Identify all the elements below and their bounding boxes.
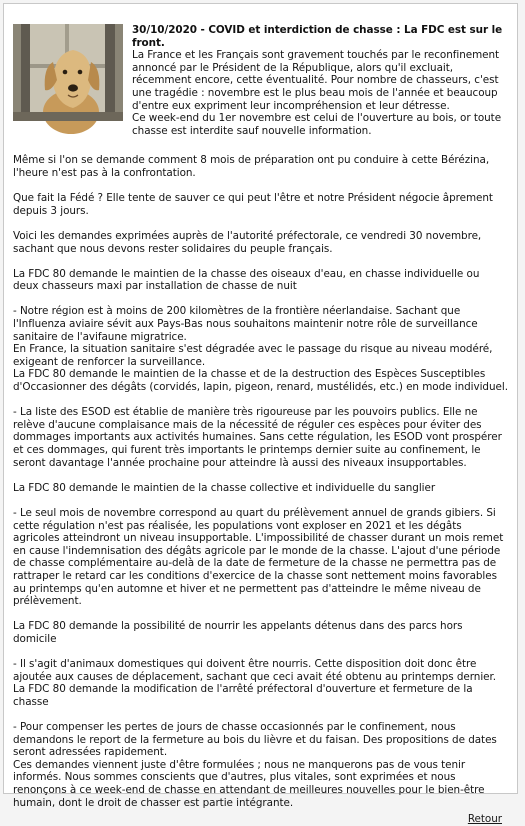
paragraph-line: - Notre région est à moins de 200 kilomètres de la frontière néerlandaise. Sachant que l'Influenza aviaire sévit aux Pays-Bas nous souhaitons maintenir notre rôle de surveillance sanitaire de l'avifaune migratrice. bbox=[13, 305, 478, 343]
dog-photo bbox=[13, 24, 123, 121]
paragraph-line: - Il s'agit d'animaux domestiques qui doivent être nourris. Cette disposition doit donc être ajoutée aux causes de déplacement, sachant que ceci avait été obtenu au printemps dernier. bbox=[13, 658, 497, 683]
paragraph-line: La FDC 80 demande le maintien de la chasse des oiseaux d'eau, en chasse individuelle ou deux chasseurs maxi par installation de chasse de nuit bbox=[13, 267, 480, 293]
paragraph-line: La FDC 80 demande le maintien de la chasse et de la destruction des Espèces Susceptibles d'Occasionner des dégâts (corvidés, lapin, pigeon, renard, mustélidés, etc.) en mode individuel. bbox=[13, 368, 508, 394]
paragraph-line: Ces demandes viennent juste d'être formulées ; nous ne manquerons pas de vous tenir informés. Nous sommes conscients que d'autres, plus vitales, sont exprimées et nous renonçons à ce week-end de chasse en attendant de meilleures nouvelles pour le bien-être humain, dont le droit de chasser est partie intégrante. bbox=[13, 758, 485, 809]
intro-text bbox=[132, 24, 508, 137]
paragraph-line: - La liste des ESOD est établie de manière très rigoureuse par les pouvoirs publics. Elle ne relève d'aucune complaisance mais de la nécessité de réguler ces espèces pour éviter des dommages importants aux activités humaines. Sans cette régulation, les ESOD vont prospérer et ces dommages, qui furent très importants le printemps dernier suite au confinement, le seront davantage l'année prochaine pour atteindre là aussi des niveaux insupportables. bbox=[13, 406, 502, 469]
article-headline: 30/10/2020 - COVID et interdiction de chasse : La FDC est sur le front. bbox=[132, 24, 503, 49]
body-paragraph bbox=[13, 305, 508, 393]
body-paragraph bbox=[13, 268, 508, 293]
paragraph-line: La FDC 80 demande le maintien de la chasse collective et individuelle du sanglier bbox=[13, 481, 436, 494]
article-intro bbox=[13, 24, 508, 137]
article-panel bbox=[3, 3, 518, 826]
paragraph-line: En France, la situation sanitaire s'est dégradée avec le passage du risque au niveau modéré, exigeant de renforcer la surveillance. bbox=[13, 343, 493, 368]
paragraph-line: La FDC 80 demande la modification de l'arrêté préfectoral d'ouverture et fermeture de la chasse bbox=[13, 683, 473, 708]
dog-at-window-illustration bbox=[13, 24, 123, 121]
body-paragraph bbox=[13, 620, 508, 645]
body-paragraph bbox=[13, 507, 508, 608]
body-paragraph bbox=[13, 721, 508, 809]
body-paragraph bbox=[13, 230, 508, 255]
retour-link[interactable]: Retour bbox=[467, 813, 502, 826]
paragraph-line: Voici les demandes exprimées auprès de l'autorité préfectorale, ce vendredi 30 novembre, sachant que nous devons rester solidaires du peuple français. bbox=[13, 229, 482, 255]
body-paragraph bbox=[13, 482, 508, 495]
article-content bbox=[13, 24, 508, 826]
intro-paragraph: La France et les Français sont gravement touchés par le reconfinement annoncé par le Président de la République, alors qu'il excluait, récemment encore, cette éventualité. Pour nombre de chasseurs, c'est une tragédie : novembre est le plus beau mois de l'année et beaucoup d'entre eux expriment leur incompréhension et leur détresse. bbox=[132, 49, 500, 112]
body-paragraph bbox=[13, 154, 508, 179]
paragraph-line: Même si l'on se demande comment 8 mois de préparation ont pu conduire à cette Bérézina, l'heure n'est pas à la confrontation. bbox=[13, 154, 490, 179]
paragraph-line: - Le seul mois de novembre correspond au quart du prélèvement annuel de grands gibiers. Si cette régulation n'est pas réalisée, les populations vont exploser en 2021 et les dégâts agricoles atteindront un niveau insupportable. L'impossibilité de chasser durant un mois remet en cause l'indemnisation des dégâts agricole par le monde de la chasse. L'ajout d'une période de chasse complémentaire au-delà de la date de fermeture de la chasse ne permettra pas de rattraper le retard car les conditions d'exercice de la chasse sont nettement moins favorables au printemps qu'en automne et hiver et ne permettent pas d'atteindre le même niveau de prélèvement. bbox=[13, 506, 504, 608]
body-paragraph bbox=[13, 406, 508, 469]
body-paragraph bbox=[13, 658, 508, 708]
paragraph-line: La FDC 80 demande la possibilité de nourrir les appelants détenus dans des parcs hors domicile bbox=[13, 620, 463, 645]
intro-paragraph: Ce week-end du 1er novembre est celui de l'ouverture au bois, or toute chasse est interdite sauf nouvelle information. bbox=[132, 112, 502, 137]
paragraph-line: Que fait la Fédé ? Elle tente de sauver ce qui peut l'être et notre Président négocie âprement depuis 3 jours. bbox=[13, 192, 493, 217]
back-link-row bbox=[13, 813, 508, 826]
paragraph-line: - Pour compenser les pertes de jours de chasse occasionnés par le confinement, nous demandons le report de la fermeture au bois du lièvre et du faisan. Des propositions de dates seront adressées rapidement. bbox=[13, 721, 497, 759]
body-paragraph bbox=[13, 192, 508, 217]
